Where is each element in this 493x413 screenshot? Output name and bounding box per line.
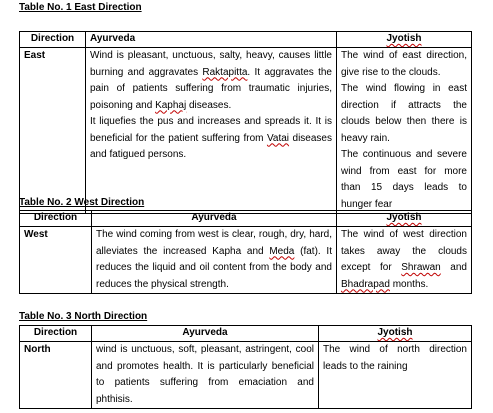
- direction-cell: North: [20, 342, 92, 409]
- text-run: diseases and fatigued persons.: [90, 132, 332, 160]
- text-run: months.: [389, 278, 429, 290]
- header-ayurveda: Ayurveda: [86, 32, 337, 48]
- table-header-row: [20, 211, 472, 227]
- text-run: It liquefies the pus and increases and spreads it. It is beneficial for the patient suffering from: [90, 116, 332, 144]
- term-kaphaj: Kaphaj: [155, 99, 187, 111]
- header-jyotish-text: Jyotish: [377, 327, 413, 338]
- ayurveda-paragraph: wind is unctuous, soft, pleasant, astringent, cool and promotes health. It is particularly beneficial to patients suffering from emaciation and phthisis.: [96, 344, 314, 405]
- term-raktapitta: Raktapitta: [202, 66, 248, 78]
- header-jyotish: [337, 32, 472, 48]
- jyotish-paragraph: [341, 227, 467, 293]
- jyotish-cell: [319, 342, 472, 409]
- text-run: and: [440, 262, 467, 273]
- header-jyotish: [337, 211, 472, 227]
- header-jyotish-text: Jyotish: [386, 212, 422, 223]
- term-bhadrapad: Bhadrapad: [341, 278, 390, 290]
- table-2-caption: Table No. 2 West Direction: [19, 197, 145, 208]
- ayurveda-paragraph: [90, 48, 332, 114]
- jyotish-paragraph: The wind of north direction leads to the raining: [323, 344, 467, 372]
- term-shrawan: Shrawan: [401, 262, 441, 273]
- table-east: [19, 31, 472, 214]
- table-row: [20, 227, 472, 294]
- text-run: . It aggravates the pain of patients suffering from traumatic injuries, poisoning and: [90, 66, 332, 111]
- jyotish-cell: [337, 48, 472, 214]
- table-north: [19, 325, 472, 409]
- text-run: (fat). It reduces the liquid and oil content from the body and reduces the physical strength.: [96, 245, 332, 290]
- header-jyotish: [319, 326, 472, 342]
- text-run: diseases.: [186, 99, 232, 111]
- table-west: [19, 210, 472, 294]
- jyotish-paragraph: The continuous and severe wind from east for more than 15 days leads to hunger fear: [341, 149, 467, 210]
- text-run: The wind coming from west is clear, rough, dry, hard, alleviates the increased Kapha and: [96, 229, 332, 257]
- header-direction: Direction: [20, 32, 86, 48]
- ayurveda-paragraph: [90, 114, 332, 164]
- term-meda: Meda: [269, 245, 295, 257]
- table-header-row: [20, 326, 472, 342]
- direction-cell: East: [20, 48, 86, 214]
- jyotish-cell: [337, 227, 472, 294]
- header-jyotish-text: Jyotish: [386, 33, 422, 44]
- ayurveda-paragraph: [96, 227, 332, 293]
- ayurveda-cell: [86, 48, 337, 214]
- header-ayurveda: Ayurveda: [92, 326, 319, 342]
- table-row: [20, 48, 472, 214]
- ayurveda-cell: [92, 342, 319, 409]
- text-run: Wind is pleasant, unctuous, salty, heavy, causes little burning and aggravates: [90, 50, 332, 78]
- header-ayurveda: Ayurveda: [92, 211, 337, 227]
- table-row: [20, 342, 472, 409]
- table-3-caption: Table No. 3 North Direction: [19, 311, 148, 322]
- text-run: The wind of west direction takes away the clouds except for: [341, 229, 467, 273]
- header-direction: Direction: [20, 326, 92, 342]
- header-direction: Direction: [20, 211, 92, 227]
- ayurveda-cell: [92, 227, 337, 294]
- jyotish-paragraph: The wind flowing in east direction if attracts the clouds below then there is heavy rain.: [341, 83, 467, 144]
- table-1-caption: Table No. 1 East Direction: [19, 2, 142, 13]
- jyotish-paragraph: The wind of east direction, give rise to the clouds.: [341, 50, 467, 78]
- direction-cell: West: [20, 227, 92, 294]
- term-vatai: Vatai: [266, 132, 290, 144]
- table-header-row: [20, 32, 472, 48]
